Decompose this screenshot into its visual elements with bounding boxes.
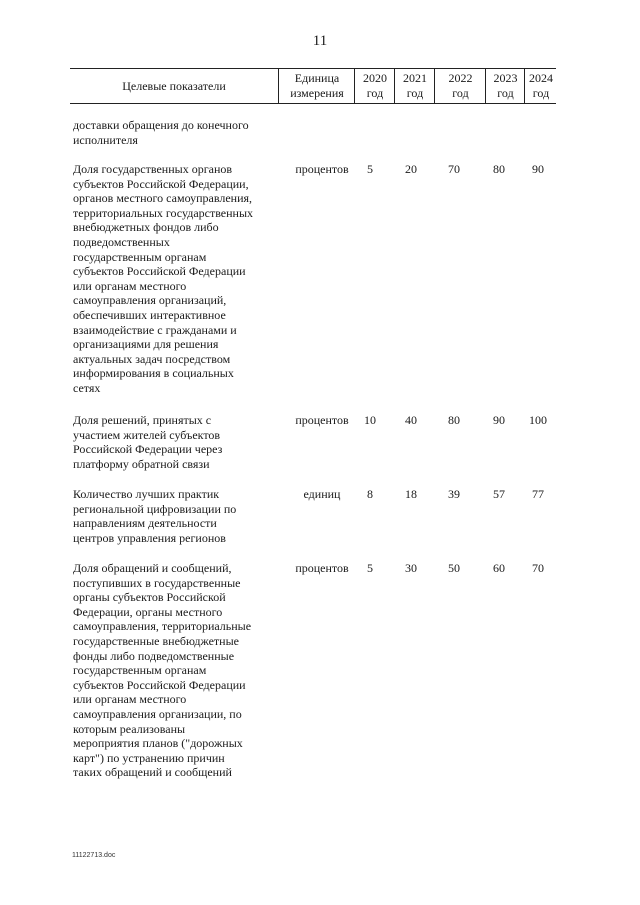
indicator-name: Доля государственных органов субъектов Российской Федерации, органов местного самоуправления, территориальных государственных внебюджетных фондов либо подведомственных государственным органам субъектов Российской Федерации или органам местного самоуправления организаций, обеспечивших интерактивное взаимодействие с гражданами и организациями для решения актуальных задач посредством информирования в социальных сетях bbox=[73, 162, 254, 395]
value-2022: 39 bbox=[448, 487, 460, 501]
header-year-2020 bbox=[354, 69, 395, 103]
header-unit-label: Единица измерения bbox=[290, 71, 344, 100]
header-year-label: год bbox=[366, 86, 384, 100]
value-2021: 18 bbox=[405, 487, 417, 501]
value-2023: 80 bbox=[493, 162, 505, 176]
table-header bbox=[70, 68, 556, 104]
indicator-unit: единиц bbox=[303, 487, 341, 501]
value-2020: 5 bbox=[367, 162, 373, 176]
value-2024: 100 bbox=[529, 413, 547, 427]
indicator-name: доставки обращения до конечного исполнителя bbox=[73, 118, 249, 147]
header-year-label: год bbox=[406, 86, 424, 100]
header-year-2022 bbox=[434, 69, 486, 103]
header-year-2024 bbox=[524, 69, 557, 103]
page-number: 11 bbox=[312, 33, 328, 49]
indicator-name: Доля обращений и сообщений, поступивших в государственные органы субъектов Российской Федерации, органы местного самоуправления, территориальные государственные внебюджетные фонды либо подведомственные государственным органам субъектов Российской Федерации или органам местного самоуправления организации, по которым реализованы мероприятия планов ("дорожных карт") по устранению причин таких обращений и сообщений bbox=[73, 561, 252, 780]
header-name-label: Целевые показатели bbox=[122, 78, 226, 93]
value-2021: 20 bbox=[405, 162, 417, 176]
header-year: 2024 bbox=[529, 71, 553, 85]
value-2024: 90 bbox=[532, 162, 544, 176]
header-name bbox=[70, 69, 278, 103]
value-2020: 10 bbox=[364, 413, 376, 427]
header-year: 2020 bbox=[363, 71, 387, 85]
value-2024: 77 bbox=[532, 487, 544, 501]
indicator-unit: процентов bbox=[295, 162, 349, 176]
value-2023: 60 bbox=[493, 561, 505, 575]
indicator-unit: процентов bbox=[295, 413, 349, 427]
value-2024: 70 bbox=[532, 561, 544, 575]
header-year-2021 bbox=[394, 69, 435, 103]
header-year-label: год bbox=[532, 86, 550, 100]
value-2023: 57 bbox=[493, 487, 505, 501]
header-year-label: год bbox=[452, 86, 469, 100]
header-year-label: год bbox=[497, 86, 514, 100]
header-year-2023 bbox=[485, 69, 525, 103]
indicator-name: Доля решений, принятых с участием жителей субъектов Российской Федерации через платформу обратной связи bbox=[73, 413, 223, 471]
value-2021: 40 bbox=[405, 413, 417, 427]
header-year: 2021 bbox=[403, 71, 427, 85]
value-2020: 8 bbox=[367, 487, 373, 501]
header-year: 2022 bbox=[448, 71, 473, 85]
header-unit bbox=[278, 69, 355, 103]
header-year: 2023 bbox=[493, 71, 518, 85]
value-2021: 30 bbox=[405, 561, 417, 575]
value-2022: 70 bbox=[448, 162, 460, 176]
value-2023: 90 bbox=[493, 413, 505, 427]
value-2020: 5 bbox=[367, 561, 373, 575]
value-2022: 50 bbox=[448, 561, 460, 575]
indicator-name: Количество лучших практик региональной цифровизации по направлениям деятельности центров управления регионов bbox=[73, 487, 237, 545]
indicator-unit: процентов bbox=[295, 561, 349, 575]
document-footer: 11122713.doc bbox=[72, 852, 116, 859]
value-2022: 80 bbox=[448, 413, 460, 427]
